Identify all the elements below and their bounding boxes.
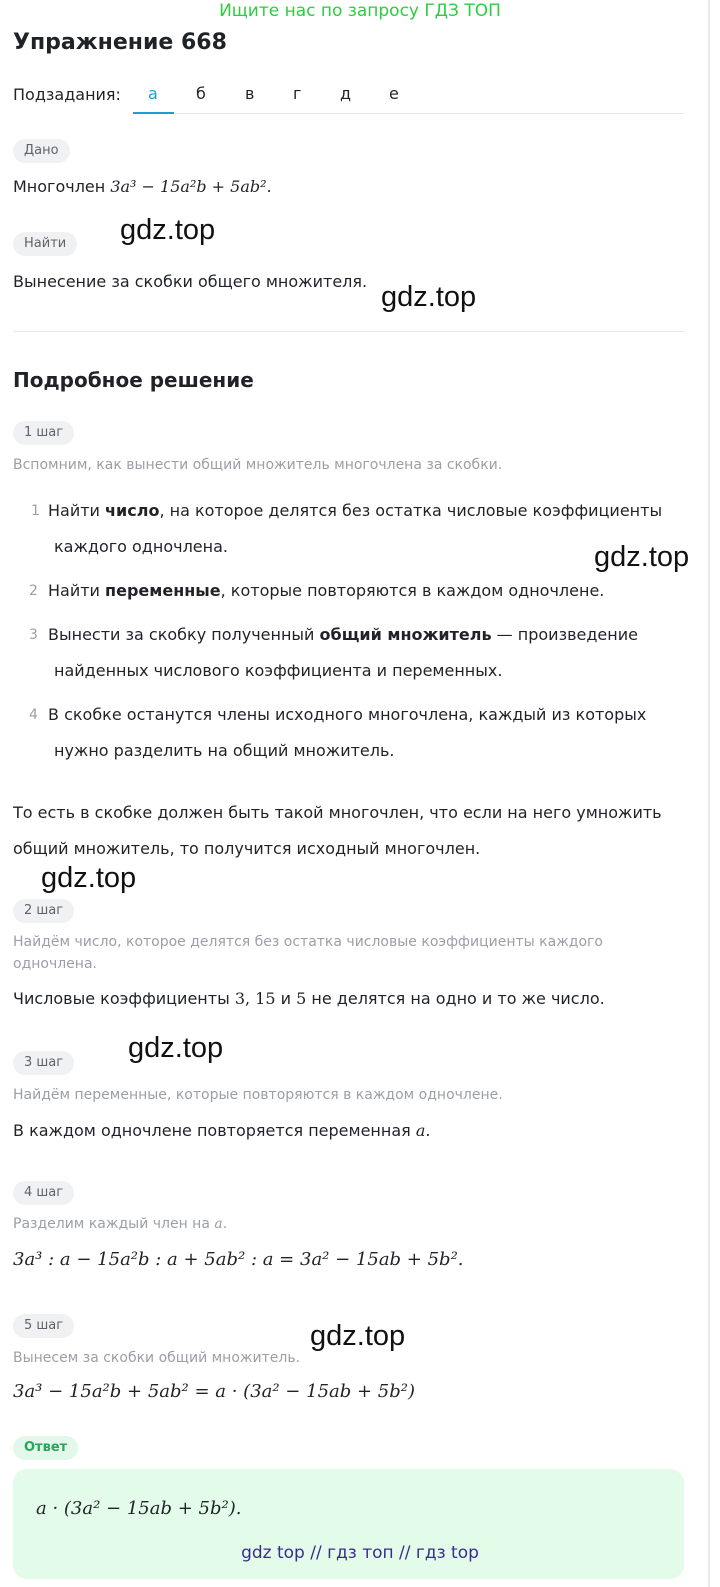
explanation-paragraph: общий множитель, то получится исходный многочлен. bbox=[13, 839, 481, 858]
step-text: В каждом одночлене повторяется переменная a. bbox=[13, 1121, 431, 1140]
step-badge: 2 шаг bbox=[13, 899, 74, 923]
tabs-divider bbox=[133, 113, 684, 114]
given-expression: 3a³ − 15a²b + 5ab². bbox=[110, 177, 272, 196]
tab-e[interactable]: е bbox=[389, 84, 399, 103]
step-hint: Разделим каждый член на a. bbox=[13, 1216, 228, 1232]
list-item: В скобке останутся члены исходного многочлена, каждый из которых bbox=[48, 705, 647, 724]
step-expression: 3a³ − 15a²b + 5ab² = a · (3a² − 15ab + 5b²) bbox=[13, 1381, 416, 1402]
tab-d[interactable]: д bbox=[340, 84, 352, 103]
list-item: Найти переменные, которые повторяются в каждом одночлене. bbox=[48, 581, 605, 600]
page-title: Упражнение 668 bbox=[13, 30, 227, 55]
explanation-paragraph: То есть в скобке должен быть такой многочлен, что если на него умножить bbox=[13, 803, 662, 822]
search-banner[interactable]: Ищите нас по запросу ГДЗ ТОП bbox=[219, 1, 501, 21]
answer-badge: Ответ bbox=[13, 1436, 78, 1460]
active-tab-indicator bbox=[133, 112, 174, 114]
watermark: gdz.top bbox=[310, 1320, 406, 1352]
step-expression: 3a³ : a − 15a²b : a + 5ab² : a = 3a² − 15ab + 5b². bbox=[13, 1249, 464, 1270]
tab-v[interactable]: в bbox=[245, 84, 255, 103]
step-hint: одночлена. bbox=[13, 956, 97, 972]
answer-expression: a · (3a² − 15ab + 5b²). bbox=[36, 1498, 242, 1519]
step-badge: 5 шаг bbox=[13, 1314, 74, 1338]
step-text: Числовые коэффициенты 3, 15 и 5 не делятся на одно и то же число. bbox=[13, 989, 605, 1008]
step-hint: Найдём число, которое делятся без остатка числовые коэффициенты каждого bbox=[13, 934, 603, 950]
list-item: Найти число, на которое делятся без остатка числовые коэффициенты bbox=[48, 501, 663, 520]
list-item-continuation: каждого одночлена. bbox=[54, 537, 228, 556]
list-number: 3 bbox=[29, 627, 38, 643]
step-hint: Найдём переменные, которые повторяются в каждом одночлене. bbox=[13, 1087, 503, 1103]
watermark: gdz.top bbox=[41, 862, 137, 894]
find-text: Вынесение за скобки общего множителя. bbox=[13, 272, 368, 291]
given-text: Многочлен bbox=[13, 177, 106, 196]
given-statement bbox=[13, 177, 272, 196]
watermark: gdz.top bbox=[128, 1032, 224, 1064]
tab-a[interactable]: а bbox=[148, 84, 158, 103]
watermark: gdz.top bbox=[120, 214, 216, 246]
find-badge: Найти bbox=[13, 232, 77, 256]
tab-b[interactable]: б bbox=[196, 84, 206, 103]
list-number: 4 bbox=[29, 707, 38, 723]
scrollbar[interactable] bbox=[708, 0, 710, 1587]
section-divider bbox=[13, 331, 684, 332]
solution-title: Подробное решение bbox=[13, 368, 254, 392]
list-item-continuation: нужно разделить на общий множитель. bbox=[54, 741, 395, 760]
step-badge: 4 шаг bbox=[13, 1181, 74, 1205]
given-badge: Дано bbox=[13, 139, 70, 163]
step-hint: Вынесем за скобки общий множитель. bbox=[13, 1350, 301, 1366]
list-item: Вынести за скобку полученный общий множитель — произведение bbox=[48, 625, 638, 644]
step-badge: 3 шаг bbox=[13, 1051, 74, 1075]
step-hint: Вспомним, как вынести общий множитель многочлена за скобки. bbox=[13, 457, 503, 473]
tab-g[interactable]: г bbox=[293, 84, 302, 103]
list-number: 1 bbox=[31, 503, 40, 519]
step-badge: 1 шаг bbox=[13, 421, 74, 445]
watermark: gdz.top bbox=[381, 281, 477, 313]
list-number: 2 bbox=[29, 583, 38, 599]
subtasks-label: Подзадания: bbox=[13, 85, 121, 104]
list-item-continuation: найденных числового коэффициента и переменных. bbox=[54, 661, 503, 680]
footer-links[interactable]: gdz top // гдз топ // гдз top bbox=[241, 1543, 479, 1563]
watermark: gdz.top bbox=[594, 541, 690, 573]
